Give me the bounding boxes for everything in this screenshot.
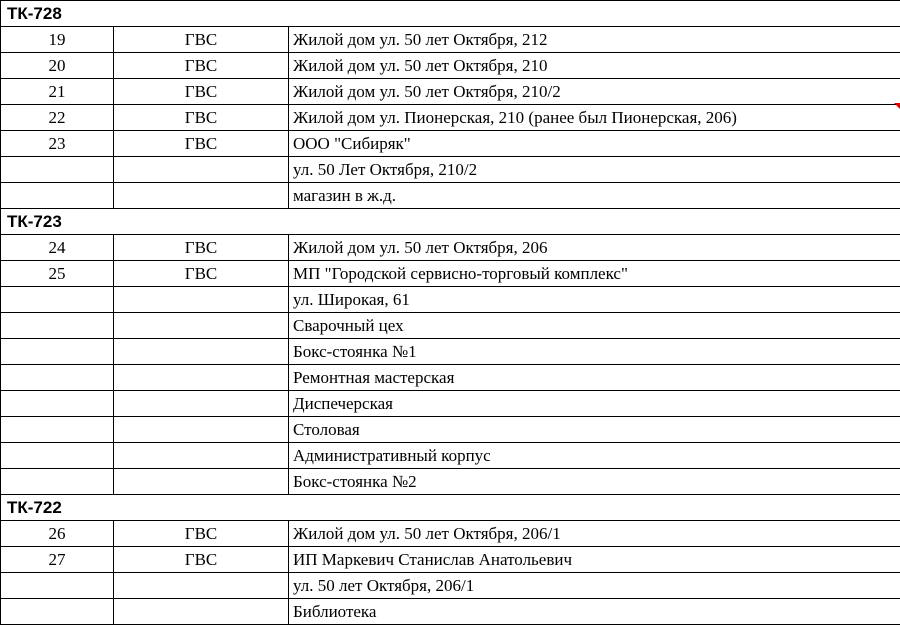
table-row bbox=[1, 443, 900, 469]
table-row bbox=[1, 391, 900, 417]
row-number-cell[interactable]: 19 bbox=[1, 27, 114, 53]
row-number-cell[interactable] bbox=[1, 573, 114, 599]
table-row bbox=[1, 183, 900, 209]
service-type-cell[interactable] bbox=[114, 339, 289, 365]
table-row bbox=[1, 105, 900, 131]
row-number-cell[interactable]: 20 bbox=[1, 53, 114, 79]
row-number-cell[interactable] bbox=[1, 287, 114, 313]
consumer-address-cell[interactable]: магазин в ж.д. bbox=[289, 183, 900, 209]
service-type-cell[interactable]: ГВС bbox=[114, 521, 289, 547]
table-row bbox=[1, 469, 900, 495]
table-row bbox=[1, 521, 900, 547]
group-header-row bbox=[1, 209, 900, 235]
table-row bbox=[1, 79, 900, 105]
consumer-address-cell[interactable]: Бокс-стоянка №2 bbox=[289, 469, 900, 495]
row-number-cell[interactable]: 26 bbox=[1, 521, 114, 547]
service-type-cell[interactable] bbox=[114, 391, 289, 417]
row-number-cell[interactable]: 21 bbox=[1, 79, 114, 105]
consumer-address-cell[interactable]: ул. 50 Лет Октября, 210/2 bbox=[289, 157, 900, 183]
service-type-cell[interactable]: ГВС bbox=[114, 105, 289, 131]
row-number-cell[interactable]: 22 bbox=[1, 105, 114, 131]
service-type-cell[interactable]: ГВС bbox=[114, 261, 289, 287]
consumer-address-cell[interactable]: Библиотека bbox=[289, 599, 900, 625]
table-row bbox=[1, 261, 900, 287]
service-type-cell[interactable]: ГВС bbox=[114, 79, 289, 105]
row-number-cell[interactable] bbox=[1, 183, 114, 209]
row-number-cell[interactable]: 23 bbox=[1, 131, 114, 157]
consumer-address-cell[interactable]: ИП Маркевич Станислав Анатольевич bbox=[289, 547, 900, 573]
table-row bbox=[1, 417, 900, 443]
table-row bbox=[1, 157, 900, 183]
service-type-cell[interactable] bbox=[114, 469, 289, 495]
table-row bbox=[1, 339, 900, 365]
table-row bbox=[1, 573, 900, 599]
service-type-cell[interactable]: ГВС bbox=[114, 27, 289, 53]
group-header-cell[interactable]: ТК-722 bbox=[1, 495, 900, 521]
service-type-cell[interactable] bbox=[114, 443, 289, 469]
service-type-cell[interactable] bbox=[114, 287, 289, 313]
consumer-address-cell[interactable]: Административный корпус bbox=[289, 443, 900, 469]
table-row bbox=[1, 27, 900, 53]
table-row bbox=[1, 313, 900, 339]
group-header-cell[interactable]: ТК-728 bbox=[1, 1, 900, 27]
row-number-cell[interactable] bbox=[1, 417, 114, 443]
row-number-cell[interactable] bbox=[1, 469, 114, 495]
row-number-cell[interactable] bbox=[1, 339, 114, 365]
row-number-cell[interactable] bbox=[1, 599, 114, 625]
consumer-address-cell[interactable]: Жилой дом ул. Пионерская, 210 (ранее был Пионерская, 206) bbox=[289, 105, 900, 131]
table-row bbox=[1, 131, 900, 157]
service-type-cell[interactable]: ГВС bbox=[114, 53, 289, 79]
group-header-row bbox=[1, 495, 900, 521]
consumer-address-cell[interactable]: Жилой дом ул. 50 лет Октября, 206/1 bbox=[289, 521, 900, 547]
row-number-cell[interactable] bbox=[1, 391, 114, 417]
table-row bbox=[1, 235, 900, 261]
service-type-cell[interactable] bbox=[114, 573, 289, 599]
consumer-address-cell[interactable]: Жилой дом ул. 50 лет Октября, 206 bbox=[289, 235, 900, 261]
table-row bbox=[1, 547, 900, 573]
cell-comment-marker bbox=[894, 103, 900, 109]
consumer-address-cell[interactable]: Жилой дом ул. 50 лет Октября, 210 bbox=[289, 53, 900, 79]
consumer-address-cell[interactable]: Сварочный цех bbox=[289, 313, 900, 339]
row-number-cell[interactable]: 25 bbox=[1, 261, 114, 287]
row-number-cell[interactable]: 24 bbox=[1, 235, 114, 261]
row-number-cell[interactable]: 27 bbox=[1, 547, 114, 573]
service-type-cell[interactable] bbox=[114, 313, 289, 339]
table-body bbox=[1, 0, 900, 625]
consumer-address-cell[interactable]: Столовая bbox=[289, 417, 900, 443]
consumer-address-cell[interactable]: МП "Городской сервисно-торговый комплекс" bbox=[289, 261, 900, 287]
service-type-cell[interactable]: ГВС bbox=[114, 547, 289, 573]
service-type-cell[interactable] bbox=[114, 183, 289, 209]
table-row bbox=[1, 53, 900, 79]
row-number-cell[interactable] bbox=[1, 365, 114, 391]
row-number-cell[interactable] bbox=[1, 443, 114, 469]
group-header-cell[interactable]: ТК-723 bbox=[1, 209, 900, 235]
consumer-address-cell[interactable]: Диспечерская bbox=[289, 391, 900, 417]
consumer-address-cell[interactable]: ООО "Сибиряк" bbox=[289, 131, 900, 157]
consumer-address-cell[interactable]: Бокс-стоянка №1 bbox=[289, 339, 900, 365]
consumer-address-cell[interactable]: ул. Широкая, 61 bbox=[289, 287, 900, 313]
consumer-address-cell[interactable]: Жилой дом ул. 50 лет Октября, 212 bbox=[289, 27, 900, 53]
consumer-address-cell[interactable]: Ремонтная мастерская bbox=[289, 365, 900, 391]
service-type-cell[interactable] bbox=[114, 599, 289, 625]
service-type-cell[interactable] bbox=[114, 365, 289, 391]
row-number-cell[interactable] bbox=[1, 313, 114, 339]
group-header-row bbox=[1, 1, 900, 27]
consumer-address-cell[interactable]: Жилой дом ул. 50 лет Октября, 210/2 bbox=[289, 79, 900, 105]
table-row bbox=[1, 287, 900, 313]
table-row bbox=[1, 599, 900, 625]
table-row bbox=[1, 365, 900, 391]
service-type-cell[interactable]: ГВС bbox=[114, 235, 289, 261]
service-type-cell[interactable] bbox=[114, 157, 289, 183]
consumer-address-cell[interactable]: ул. 50 лет Октября, 206/1 bbox=[289, 573, 900, 599]
service-type-cell[interactable]: ГВС bbox=[114, 131, 289, 157]
row-number-cell[interactable] bbox=[1, 157, 114, 183]
service-type-cell[interactable] bbox=[114, 417, 289, 443]
